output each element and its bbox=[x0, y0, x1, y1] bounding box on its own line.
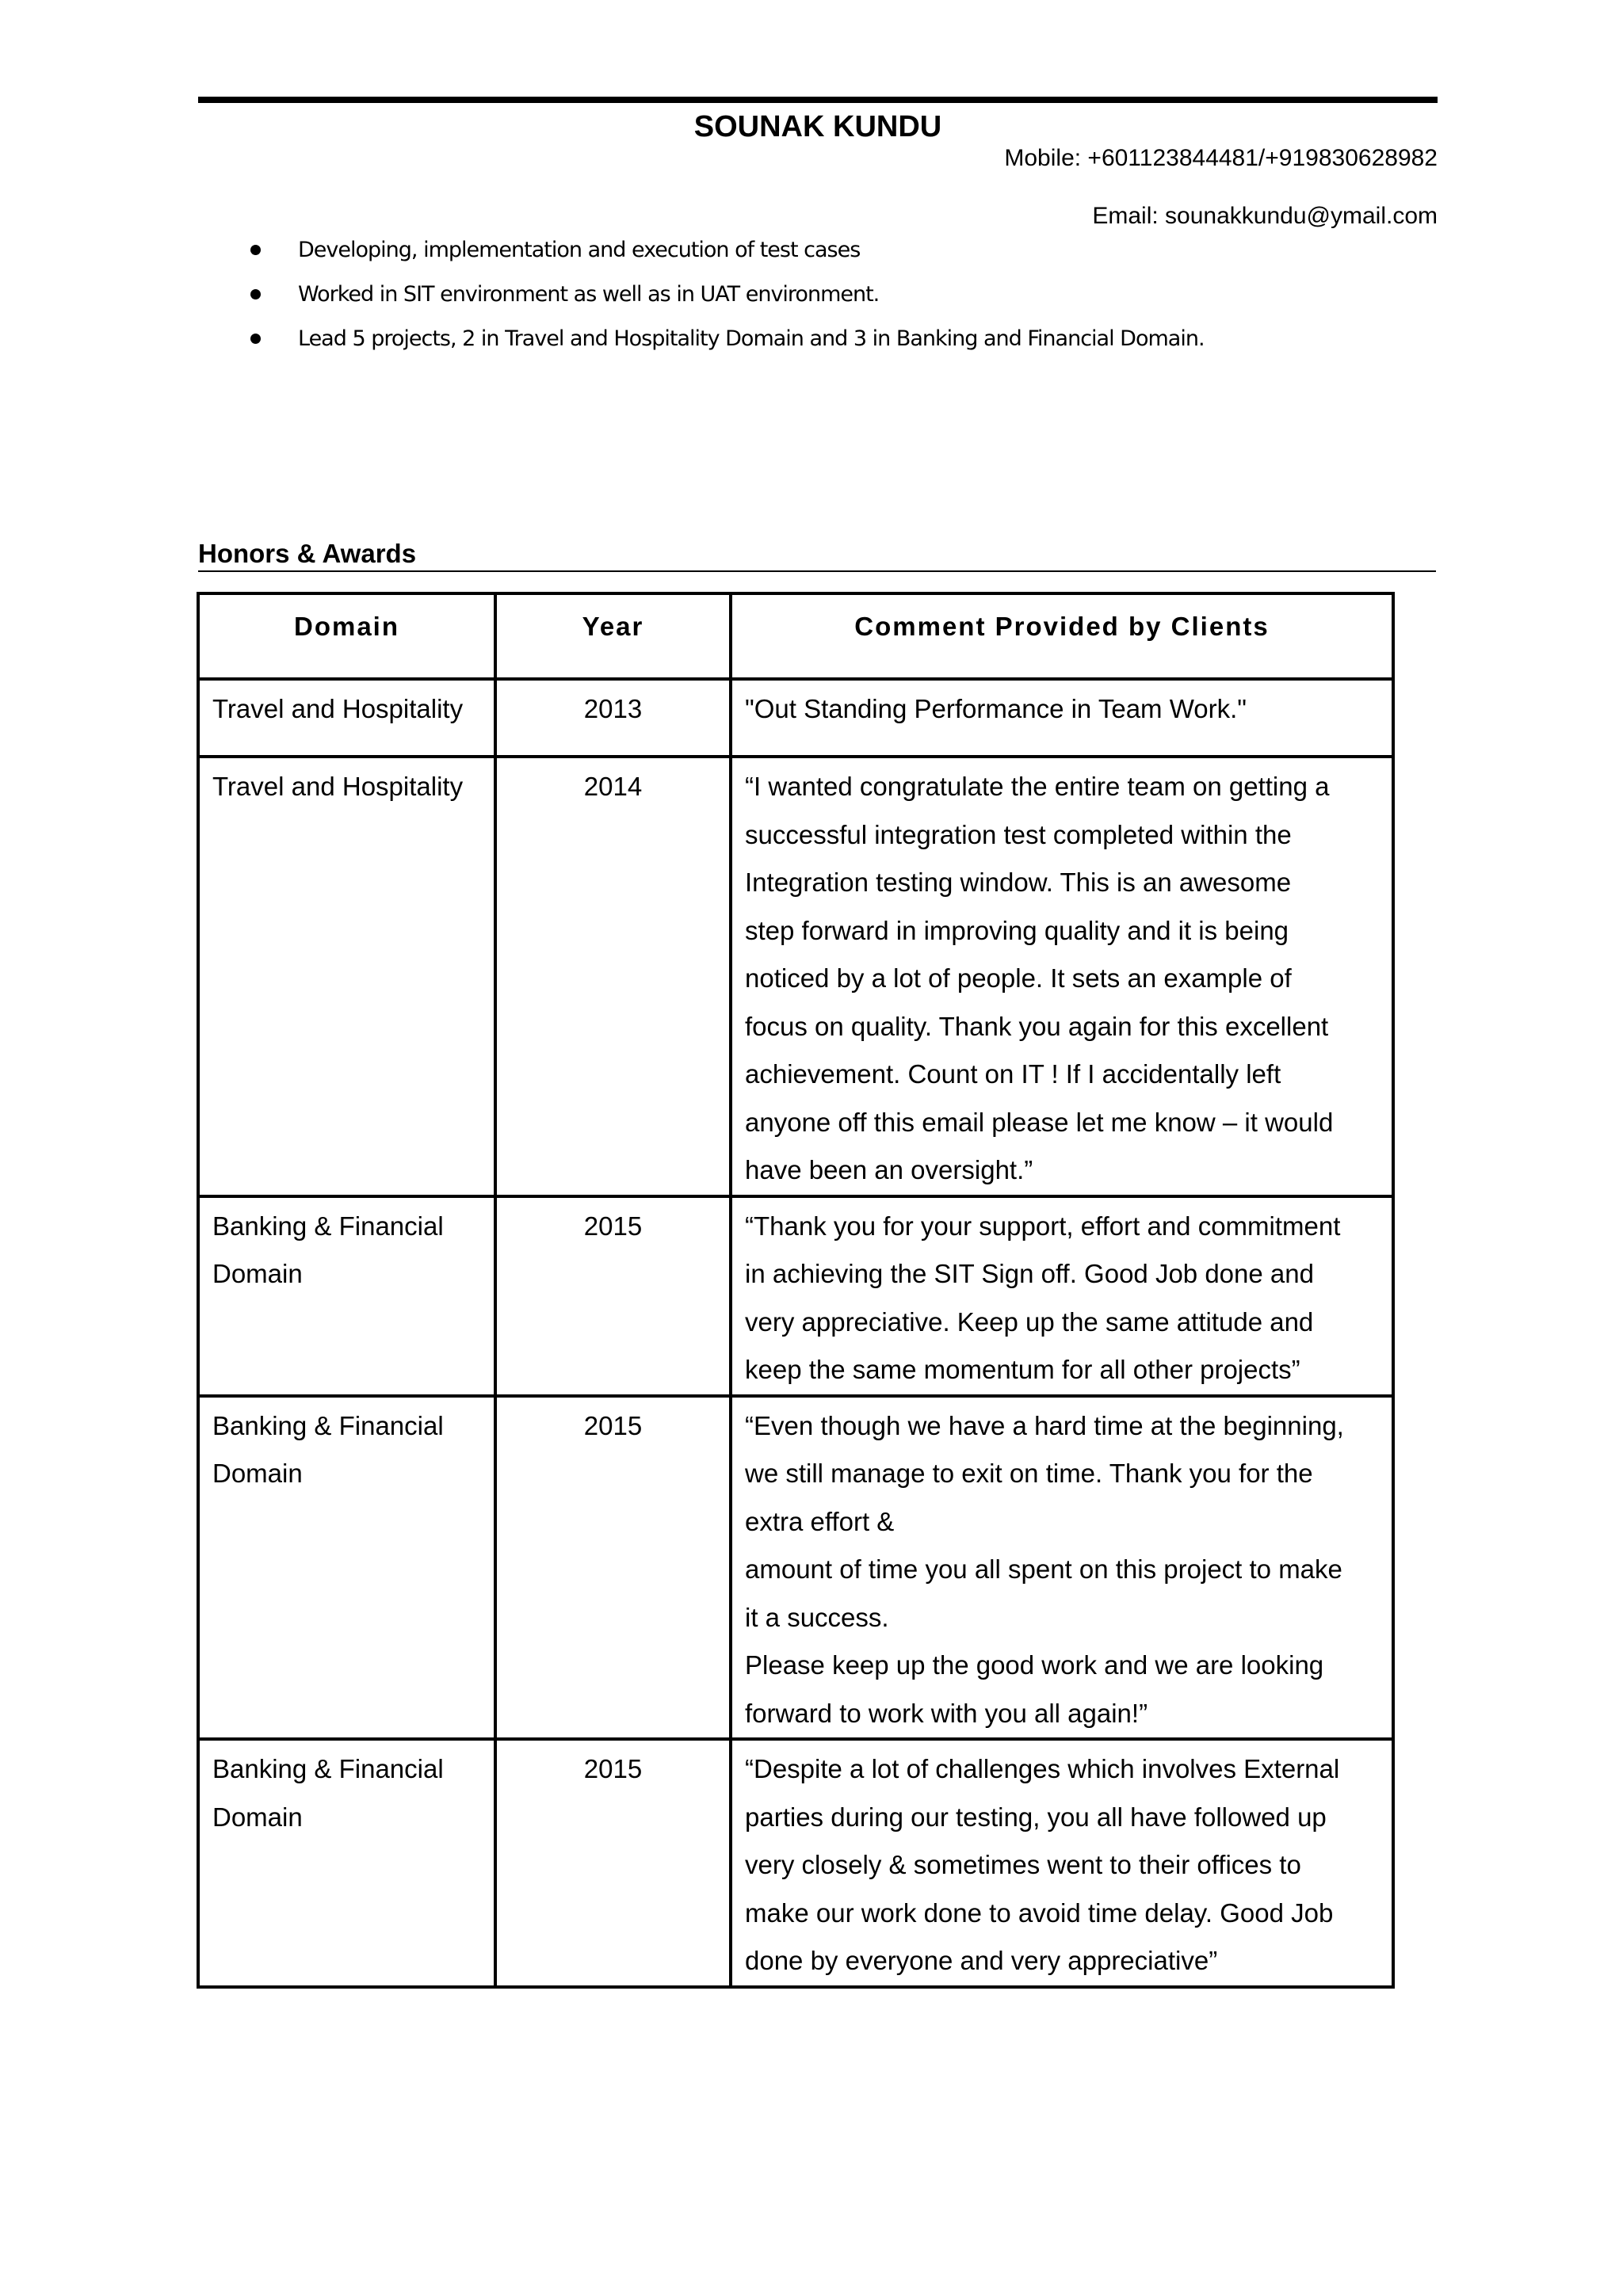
column-header-domain: Domain bbox=[198, 593, 495, 679]
cell-year: 2014 bbox=[495, 757, 731, 1196]
cell-comment-line: forward to work with you all again!” bbox=[745, 1698, 1148, 1728]
cell-comment-line: “Thank you for your support, effort and commitment bbox=[745, 1211, 1341, 1241]
header-top-rule bbox=[198, 97, 1438, 103]
column-header-year: Year bbox=[495, 593, 731, 679]
cell-year: 2015 bbox=[495, 1196, 731, 1396]
candidate-name: SOUNAK KUNDU bbox=[693, 110, 942, 143]
cell-comment-line: amount of time you all spent on this project to make bbox=[745, 1554, 1342, 1584]
table-row bbox=[198, 1396, 1393, 1740]
cell-comment-line: Please keep up the good work and we are looking bbox=[745, 1650, 1324, 1680]
section-title-honors: Honors & Awards bbox=[198, 539, 417, 568]
cell-comment-line: Integration testing window. This is an awesome bbox=[745, 868, 1292, 897]
cell-comment-line: make our work done to avoid time delay. Good Job bbox=[745, 1897, 1334, 1928]
cell-domain-line: Banking & Financial bbox=[212, 1410, 444, 1440]
cell-comment-line: in achieving the SIT Sign off. Good Job done and bbox=[745, 1259, 1314, 1288]
cell-year: 2015 bbox=[495, 1396, 731, 1740]
cell-comment-line: keep the same momentum for all other projects” bbox=[745, 1355, 1300, 1384]
cell-domain-line: Domain bbox=[212, 1802, 303, 1832]
cell-comment-line: very closely & sometimes went to their offices to bbox=[745, 1850, 1301, 1879]
bullet-icon bbox=[250, 245, 261, 255]
cell-domain-line: Domain bbox=[212, 1459, 303, 1488]
section-divider bbox=[198, 570, 1436, 572]
column-header-comment: Comment Provided by Clients bbox=[731, 593, 1393, 679]
bullet-icon bbox=[250, 289, 261, 299]
cell-comment-line: “I wanted congratulate the entire team on getting a bbox=[745, 772, 1330, 801]
cell-domain-line: Travel and Hospitality bbox=[212, 694, 464, 723]
cell-comment-line: parties during our testing, you all have followed up bbox=[745, 1802, 1327, 1832]
cell-domain bbox=[198, 679, 495, 757]
responsibility-list bbox=[198, 231, 1205, 364]
cell-comment-line: it a success. bbox=[745, 1602, 889, 1632]
cell-comment-line: noticed by a lot of people. It sets an example of bbox=[745, 963, 1292, 993]
cell-comment bbox=[731, 1739, 1393, 1987]
table-row bbox=[198, 1196, 1393, 1396]
cell-comment-line: “Despite a lot of challenges which involves External bbox=[745, 1754, 1340, 1783]
cell-domain-line: Banking & Financial bbox=[212, 1211, 444, 1241]
cell-domain-line: Domain bbox=[212, 1259, 303, 1288]
cell-comment-line: focus on quality. Thank you again for this excellent bbox=[745, 1011, 1329, 1041]
cell-comment-line: we still manage to exit on time. Thank you for the bbox=[745, 1459, 1313, 1488]
cell-comment-line: achievement. Count on IT ! If I accidentally left bbox=[745, 1059, 1281, 1089]
list-item-text: Developing, implementation and execution of test cases bbox=[298, 238, 861, 262]
cell-domain bbox=[198, 1396, 495, 1740]
cell-comment bbox=[731, 1196, 1393, 1396]
cell-comment-line: step forward in improving quality and it is being bbox=[745, 915, 1289, 945]
list-item bbox=[198, 320, 1205, 364]
table-body bbox=[198, 679, 1393, 1987]
cell-comment bbox=[731, 757, 1393, 1196]
cell-year: 2015 bbox=[495, 1739, 731, 1987]
honors-table bbox=[197, 592, 1395, 1989]
list-item-text: Worked in SIT environment as well as in UAT environment. bbox=[298, 282, 880, 307]
cell-comment bbox=[731, 679, 1393, 757]
cell-domain bbox=[198, 1739, 495, 1987]
table-row bbox=[198, 757, 1393, 1196]
cell-comment-line: successful integration test completed within the bbox=[745, 819, 1292, 849]
cell-comment bbox=[731, 1396, 1393, 1740]
cell-comment-line: anyone off this email please let me know – it would bbox=[745, 1107, 1334, 1137]
list-item-text: Lead 5 projects, 2 in Travel and Hospitality Domain and 3 in Banking and Financial Domain. bbox=[298, 326, 1205, 351]
cell-domain bbox=[198, 757, 495, 1196]
email-address: Email: sounakkundu@ymail.com bbox=[1092, 203, 1438, 229]
cell-domain-line: Travel and Hospitality bbox=[212, 772, 464, 801]
cell-comment-line: extra effort & bbox=[745, 1506, 895, 1536]
cell-comment-line: “Even though we have a hard time at the beginning, bbox=[745, 1410, 1344, 1440]
cell-domain-line: Banking & Financial bbox=[212, 1754, 444, 1783]
cell-year: 2013 bbox=[495, 679, 731, 757]
table-row bbox=[198, 1739, 1393, 1987]
table-row bbox=[198, 679, 1393, 757]
mobile-number: Mobile: +601123844481/+919830628982 bbox=[1004, 145, 1438, 171]
cell-comment-line: done by everyone and very appreciative” bbox=[745, 1946, 1218, 1975]
list-item bbox=[198, 231, 1205, 276]
table-header-row bbox=[198, 593, 1393, 679]
bullet-icon bbox=[250, 334, 261, 344]
cell-domain bbox=[198, 1196, 495, 1396]
cell-comment-line: very appreciative. Keep up the same attitude and bbox=[745, 1306, 1314, 1337]
cell-comment-line: have been an oversight.” bbox=[745, 1155, 1033, 1184]
cell-comment-line: "Out Standing Performance in Team Work." bbox=[745, 694, 1247, 723]
list-item bbox=[198, 276, 1205, 320]
